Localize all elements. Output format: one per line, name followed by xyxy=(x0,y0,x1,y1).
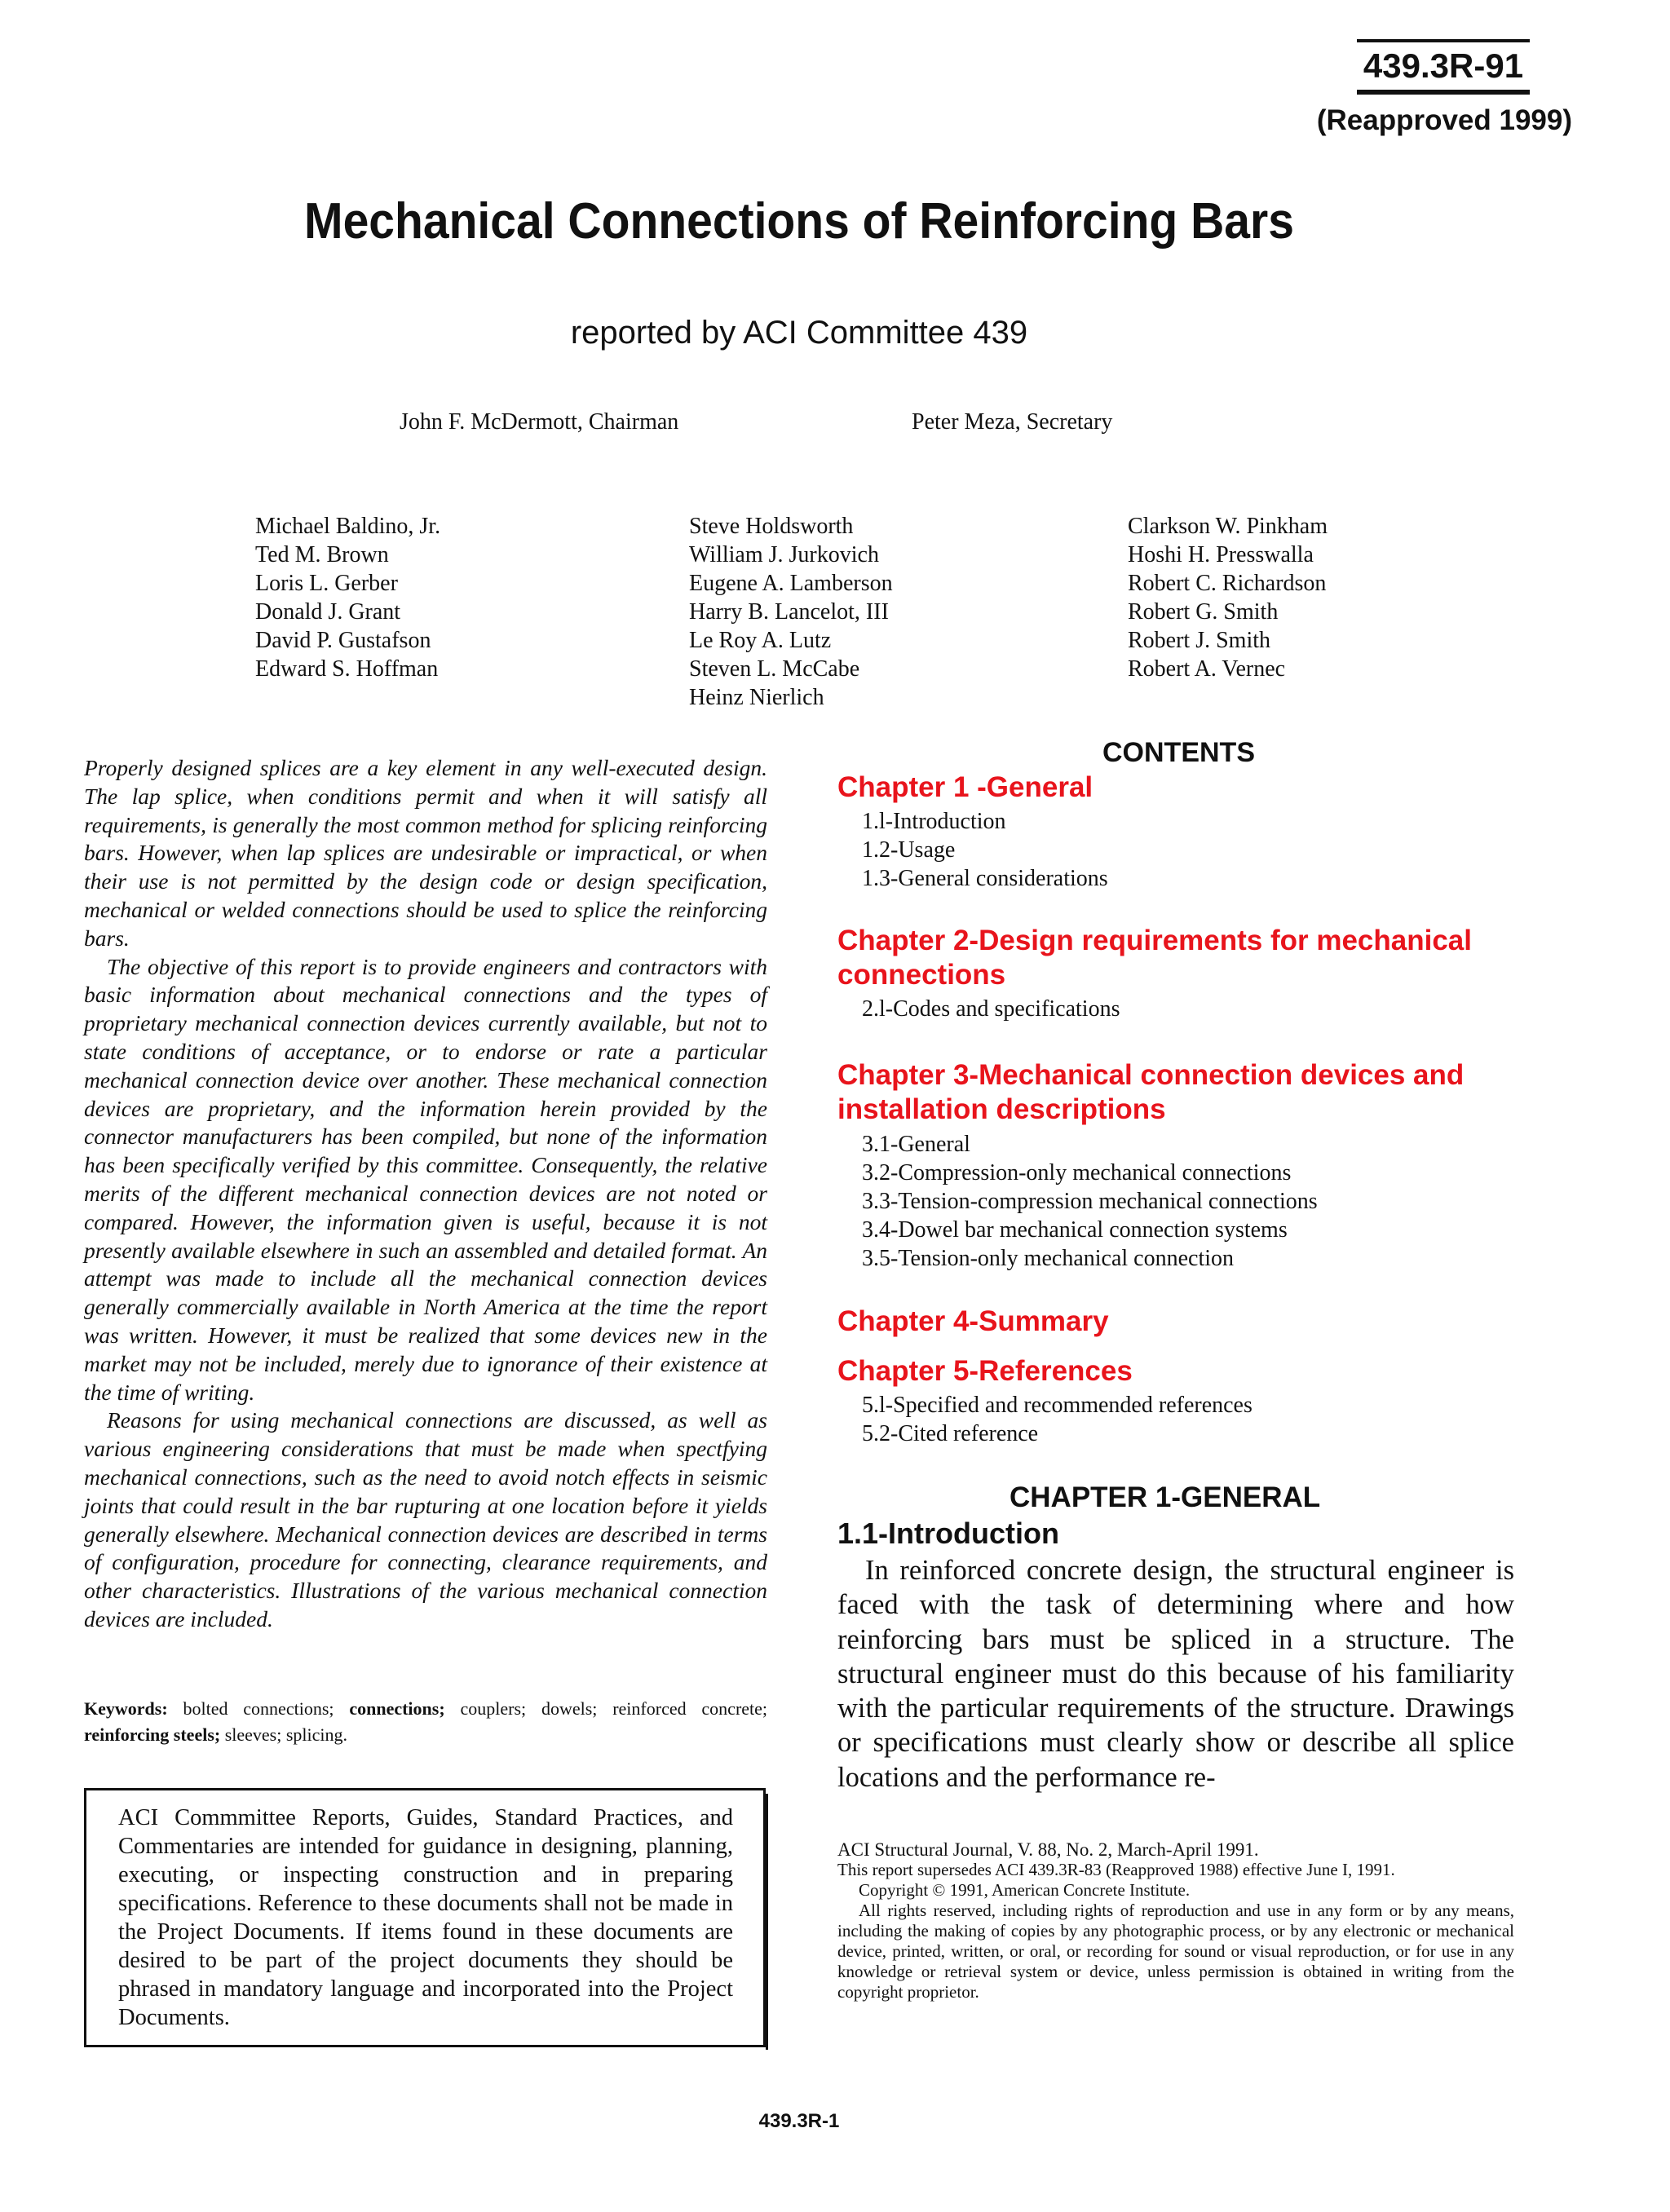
member-name: Steve Holdsworth xyxy=(689,514,854,539)
abstract-paragraph: The objective of this report is to provide engineers and contractors with basic information about mechanical connections and the types of proprietary mechanical connection devices currently available, but not to state conditions of acceptance, or to endorse or rate a particular mechanical connection device over another. These mechanical connection devices are proprietary, and the information herein provided by the connector manufacturers has been compiled, but none of the information has been specifically verified by this committee. Consequently, the relative merits of the different mechanical connection devices are not noted or compared. However, the information given is useful, because it is not presently available elsewhere in such an assembled and detailed format. An attempt was made to include all the mechanical connection devices generally commercially available in North America at the time the report was written. However, it must be realized that some devices new in the market may not be included, merely due to ignorance of their existence at the time of writing. xyxy=(84,953,767,1405)
keywords-label: Keywords: xyxy=(84,1698,168,1719)
toc-chapter-5-items xyxy=(862,1391,1252,1448)
contents-title: CONTENTS xyxy=(1102,737,1255,768)
document-number: 439.3R-91 xyxy=(1363,46,1524,85)
member-name: Robert A. Vernec xyxy=(1128,656,1286,682)
abstract xyxy=(84,754,767,1634)
notice-box-shadow xyxy=(766,1794,768,2050)
toc-chapter-4[interactable]: Chapter 4-Summary xyxy=(837,1305,1109,1337)
abstract-paragraph: Properly designed splices are a key element in any well-executed design. The lap splice, when conditions permit and when it will satisfy all requirements, is generally the most common method for splicing reinforcing bars. However, when lap splices are undesirable or impractical, or when their use is not permitted by the design code or design specification, mechanical or welded connections should be used to splice the reinforcing bars. xyxy=(84,755,767,951)
member-column-3 xyxy=(1128,512,1328,683)
member-name: Robert G. Smith xyxy=(1128,599,1279,625)
toc-chapter-2-items xyxy=(862,995,1120,1023)
member-name: Donald J. Grant xyxy=(255,599,401,625)
member-name: William J. Jurkovich xyxy=(689,542,879,567)
member-name: Heinz Nierlich xyxy=(689,685,824,710)
member-name: David P. Gustafson xyxy=(255,628,431,653)
member-name: Michael Baldino, Jr. xyxy=(255,514,441,539)
toc-chapter-5[interactable]: Chapter 5-References xyxy=(837,1355,1133,1387)
member-name: Clarkson W. Pinkham xyxy=(1128,514,1328,539)
rights-notice: All rights reserved, including rights of reproduction and use in any form or by any means, including the making of copies by any photographic process, or by any electronic or mechanical device, printed, written, or oral, or recording for sound or visual reproduction, or for use in any knowledge or retrieval system or device, unless permission is obtained in writing from the copyright proprietor. xyxy=(837,1901,1514,2002)
section-heading: 1.1-Introduction xyxy=(837,1517,1059,1550)
page-subtitle: reported by ACI Committee 439 xyxy=(570,315,1028,351)
member-name: Hoshi H. Presswalla xyxy=(1128,542,1314,567)
toc-item[interactable]: 3.2-Compression-only mechanical connections xyxy=(862,1160,1292,1185)
supersedes-note: This report supersedes ACI 439.3R-83 (Reapproved 1988) effective June I, 1991. xyxy=(837,1860,1395,1879)
keyword-text: couplers; dowels; reinforced concrete; xyxy=(460,1698,768,1719)
page-title: Mechanical Connections of Reinforcing Bars xyxy=(304,193,1294,249)
toc-item[interactable]: 3.1-General xyxy=(862,1132,970,1157)
toc-chapter-2[interactable]: Chapter 2-Design requirements for mechanical connections xyxy=(837,925,1472,991)
member-name: Robert C. Richardson xyxy=(1128,571,1327,596)
keywords xyxy=(84,1696,767,1748)
member-column-1 xyxy=(255,512,440,683)
chairman: John F. McDermott, Chairman xyxy=(400,409,679,435)
toc-chapter-3[interactable]: Chapter 3-Mechanical connection devices and installation descriptions xyxy=(837,1059,1465,1125)
toc-item[interactable]: 3.5-Tension-only mechanical connection xyxy=(862,1246,1234,1271)
toc-item[interactable]: 3.4-Dowel bar mechanical connection systems xyxy=(862,1217,1288,1243)
member-name: Steven L. McCabe xyxy=(689,656,860,682)
document-number-block xyxy=(1357,39,1530,95)
member-column-2 xyxy=(689,512,893,712)
toc-chapter-3-items xyxy=(862,1130,1318,1273)
toc-item[interactable]: 1.l-Introduction xyxy=(862,809,1006,834)
toc-chapter-1-items xyxy=(862,807,1108,893)
member-name: Loris L. Gerber xyxy=(255,571,398,596)
keyword-text: sleeves; splicing. xyxy=(224,1724,348,1745)
keyword-bold: reinforcing steels; xyxy=(84,1724,221,1745)
toc-chapter-1[interactable]: Chapter 1 -General xyxy=(837,771,1093,803)
toc-item[interactable]: 5.2-Cited reference xyxy=(862,1421,1039,1446)
member-name: Le Roy A. Lutz xyxy=(689,628,832,653)
secretary: Peter Meza, Secretary xyxy=(912,409,1113,435)
page-number: 439.3R-1 xyxy=(758,2110,840,2132)
body-paragraph: In reinforced concrete design, the structural engineer is faced with the task of determining where and how reinforcing bars must be spliced in a structure. The structural engineer must do this because of his familiarity with the particular requirements of the structure. Drawings or specifications must clearly show or describe all splice locations and the performance re- xyxy=(837,1555,1514,1793)
toc-item[interactable]: 1.2-Usage xyxy=(862,837,956,863)
member-name: Edward S. Hoffman xyxy=(255,656,439,682)
toc-item[interactable]: 5.l-Specified and recommended references xyxy=(862,1393,1252,1418)
member-name: Eugene A. Lamberson xyxy=(689,571,893,596)
footnote xyxy=(837,1839,1514,2002)
abstract-paragraph: Reasons for using mechanical connections are discussed, as well as various engineering considerations that must be made when spectfying mechanical connections, such as the need to avoid notch effects in seismic joints that could result in the bar rupturing at one location before it yields generally elsewhere. Mechanical connection devices are described in terms of configuration, procedure for connecting, clearance requirements, and other characteristics. Illustrations of the various mechanical connection devices are included. xyxy=(84,1407,767,1631)
intro-body xyxy=(837,1553,1514,1795)
journal-citation: ACI Structural Journal, V. 88, No. 2, March-April 1991. xyxy=(837,1839,1259,1860)
keyword-bold: connections; xyxy=(349,1698,445,1719)
toc-item[interactable]: 1.3-General considerations xyxy=(862,866,1108,891)
notice-text: ACI Commmittee Reports, Guides, Standard Practices, and Commentaries are intended for guidance in designing, planning, executing, or inspecting construction and in preparing specifications. Reference to these documents shall not be made in the Project Documents. If items found in these documents are desired to be part of the project documents they should be phrased in mandatory language and incorporated into the Project Documents. xyxy=(118,1805,733,2030)
keyword-text: bolted connections; xyxy=(183,1698,334,1719)
member-name: Robert J. Smith xyxy=(1128,628,1271,653)
reapproved-note: (Reapproved 1999) xyxy=(1316,104,1572,136)
chapter-heading: CHAPTER 1-GENERAL xyxy=(1010,1481,1321,1513)
copyright-line: Copyright © 1991, American Concrete Institute. xyxy=(859,1880,1191,1900)
member-name: Ted M. Brown xyxy=(255,542,389,567)
toc-item[interactable]: 3.3-Tension-compression mechanical connections xyxy=(862,1189,1318,1214)
member-name: Harry B. Lancelot, III xyxy=(689,599,889,625)
rule-bottom xyxy=(1357,90,1530,95)
toc-item[interactable]: 2.l-Codes and specifications xyxy=(862,996,1120,1022)
